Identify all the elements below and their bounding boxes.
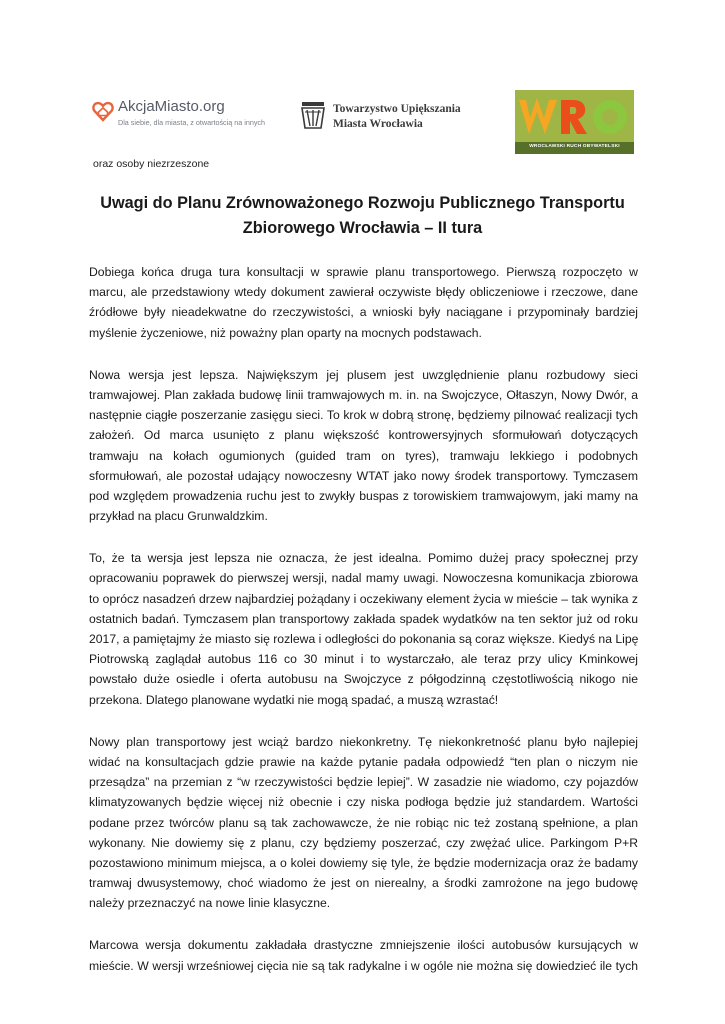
text-line: widać na konsultacjach gdzie prawie na każde pytanie padała odpowiedź “ten plan o niczym nie	[89, 754, 638, 769]
text-line: pod względem prowadzenia ruchu jest to zwykły buspas z torowiskiem tramwajowym, jaki mamy na	[89, 488, 638, 503]
title-line-2: Zbiorowego Wrocławia – II tura	[242, 219, 483, 237]
text-line: 2017, a pamiętajmy że miasto się rozlewa i odległości do pokonania są coraz większe. Kiedyś na Lipę	[89, 632, 638, 646]
text-line: powstało duże osiedle i oferta autobusu na Swojczyce z półgodzinną częstotliwością nikogo nie	[89, 672, 638, 687]
text-line: pozostawiono minimum miejsca, a o kolei dowiemy się tyle, że będzie modernizacja oraz że badamy	[89, 855, 638, 870]
text-line: Nowy plan transportowy jest wciąż bardzo niekonkretny. Tę niekonkretność planu było najlepiej	[89, 734, 638, 749]
text-line: To, że ta wersja jest lepsza nie oznacza, że jest idealna. Pomimo dużej pracy społecznej przy	[89, 551, 638, 566]
paragraph-1	[89, 262, 638, 343]
header-logos	[0, 0, 725, 150]
text-line: przykład na placu Grunwaldzkim.	[89, 509, 268, 524]
text-line: przesądza” na przemian z “w rzeczywistości będzie lepiej”. W zasadzie nie wiadomo, czy pojazdów	[89, 775, 638, 790]
text-line: następnie ciągłe poszerzanie zasięgu sieci. To krok w dobrą stronę, będziemy pilnować realizacji tych	[89, 408, 638, 423]
text-line: tramwajowej. Plan zakłada budowę linii tramwajowych m. in. na Swojczyce, Ołtaszyn, Nowy Dwór, a	[89, 387, 638, 402]
text-line: marcu, ale przedstawiony wtedy dokument zawierał oczywiste błędy obliczeniowe i rzeczowe, dane	[89, 285, 638, 300]
akcjamiasto-name: AkcjaMiasto.org	[118, 98, 225, 115]
paragraph-3	[89, 548, 638, 710]
title-line-1: Uwagi do Planu Zrównoważonego Rozwoju Publicznego Transportu	[100, 194, 625, 212]
text-line: założeń. Od marca usunięto z planu większość kontrowersyjnych sformułowań dotyczących	[89, 428, 638, 443]
akcjamiasto-tagline: Dla siebie, dla miasta, z otwartością na innych	[118, 118, 266, 127]
wro-caption: WROCŁAWSKI RUCH OBYWATELSKI	[529, 144, 620, 149]
text-line: przekona. Dlatego planowane wydatki nie mogą spadać, a muszą wzrastać!	[89, 692, 499, 707]
text-line: Nowa wersja jest lepsza. Największym jej plusem jest uwzględnienie planu rozbudowy sieci	[89, 367, 638, 382]
text-line: sformułowań, ale pozostał udający nowoczesny WTAT jako nowy środek transportowy. Tymczasem	[89, 468, 638, 483]
text-line: to oprócz nasadzeń drzew najbardziej pożądany i oczekiwany element życia w mieście – tak wynika z	[89, 591, 638, 606]
signatories-note: oraz osoby niezrzeszone	[93, 158, 210, 170]
text-line: myślenie życzeniowe, niż poważny plan oparty na mocnych podstawach.	[89, 325, 482, 340]
text-line: Piotrowską zaglądał autobus 116 co 30 minut i to wystarczało, ale teraz przy ulicy Kminkowej	[89, 652, 638, 667]
document-title	[80, 191, 645, 241]
text-line: mieście. W wersji wrześniowej cięcia nie są tak radykalne i w ogóle nie można się dowiedzieć ile tych	[89, 958, 638, 973]
paragraph-4	[89, 732, 638, 914]
heart-house-icon	[92, 100, 114, 122]
text-line: tramwaj dwusystemowy, choć wiadomo że jest on nierealny, a środki zamrożone na jego budowę	[89, 876, 638, 891]
text-line: Dobiega końca druga tura konsultacji w sprawie planu transportowego. Pierwszą rozpoczęto w	[89, 265, 638, 279]
text-line: należy przeznaczyć na nowe linie klasyczne.	[89, 896, 331, 911]
text-line: podane przez twórców planu są tak zachowawcze, że nie robiąc nic też zostaną spełnione, a plan	[89, 815, 638, 830]
paragraph-2	[89, 365, 638, 527]
text-line: źródłowe były nieadekwatne do rzeczywistości, a wnioski były naciągane i przypominały bardziej	[89, 305, 638, 320]
text-line: ostatnich badań. Tymczasem plan transportowy zakłada spadek wydatków na ten sektor już od roku	[89, 611, 638, 626]
akcjamiasto-logo	[92, 98, 292, 138]
text-line: wykonany. Nie dowiemy się z planu, czy będziemy poszerzać, czy zwężać ulice. Parkingom P+R	[89, 835, 638, 850]
text-line: Marcowa wersja dokumentu zakładała drastyczne zmniejszenie ilości autobusów kursujących w	[89, 938, 638, 953]
document-body	[89, 262, 638, 998]
tuwr-logo	[299, 100, 499, 136]
paragraph-5	[89, 935, 638, 975]
text-line: klimatyzowanych będzie więcej niż obecnie i czy niska podłoga będzie już standardem. Wartości	[89, 795, 638, 810]
tuwr-name-line2: Miasta Wrocławia	[333, 118, 423, 130]
text-line: tramwaju na kołach ogumionych (guided tram on tyres), tramwaju lekkiego i podobnych	[89, 448, 638, 463]
gate-emblem-icon	[299, 100, 327, 130]
text-line: opracowaniu poprawek do pierwszej wersji, nadal mamy uwagi. Nowoczesna komunikacja zbiorowa	[89, 571, 638, 586]
tuwr-name-line1: Towarzystwo Upiększania	[333, 103, 461, 115]
wro-logo	[515, 90, 634, 154]
